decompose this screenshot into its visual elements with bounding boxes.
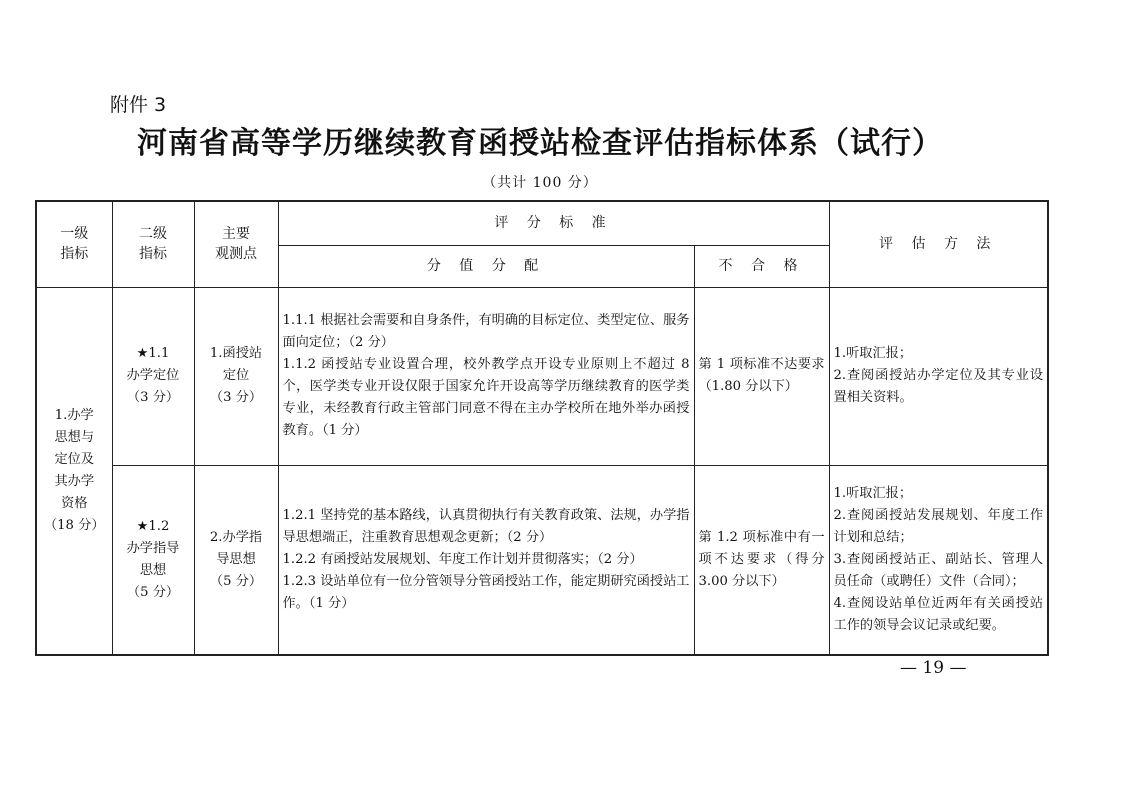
header-observation: 主要 观测点: [194, 201, 278, 287]
evaluation-method: 1.听取汇报； 2.查阅函授站发展规划、年度工作计划和总结； 3.查阅函授站正、副站长、管理人员任命（或聘任）文件（合同）； 4.查阅设站单位近两年有关函授站工作的领导会议记录或纪要。: [829, 465, 1048, 655]
page-number: — 19 —: [900, 658, 967, 678]
fail-criteria: 第 1 项标准不达要求（1.80 分以下）: [694, 287, 829, 465]
evaluation-method: 1.听取汇报； 2.查阅函授站办学定位及其专业设置相关资料。: [829, 287, 1048, 465]
attachment-label: 附件 3: [110, 94, 167, 116]
level2-indicator: ★1.2 办学指导 思想 （5 分）: [112, 465, 194, 655]
level2-indicator: ★1.1 办学定位 （3 分）: [112, 287, 194, 465]
evaluation-table: [35, 200, 1049, 656]
table-row: [36, 465, 1048, 655]
document-title: 河南省高等学历继续教育函授站检查评估指标体系（试行）: [137, 126, 943, 161]
observation-point: 2.办学指 导思想 （5 分）: [194, 465, 278, 655]
table-row: [36, 287, 1048, 465]
document-subtitle: （共计 100 分）: [482, 175, 598, 191]
header-scoring: 分 值 分 配: [278, 245, 694, 287]
scoring-allocation: 1.2.1 坚持党的基本路线，认真贯彻执行有关教育政策、法规，办学指导思想端正，注重教育思想观念更新；（2 分） 1.2.2 有函授站发展规划、年度工作计划并贯彻落实；（2 分） 1.2.3 设站单位有一位分管领导分管函授站工作，能定期研究函授站工作。（1 分）: [278, 465, 694, 655]
header-fail: 不 合 格: [694, 245, 829, 287]
header-method: 评 估 方 法: [829, 201, 1048, 287]
level1-indicator: 1.办学 思想与 定位及 其办学 资格 （18 分）: [36, 287, 112, 655]
fail-criteria: 第 1.2 项标准中有一项不达要求（得分 3.00 分以下）: [694, 465, 829, 655]
header-level2: 二级 指标: [112, 201, 194, 287]
scoring-allocation: 1.1.1 根据社会需要和自身条件，有明确的目标定位、类型定位、服务面向定位；（2 分） 1.1.2 函授站专业设置合理，校外教学点开设专业原则上不超过 8 个，医学类专业开设仅限于国家允许开设高等学历继续教育的医学类专业，未经教育行政主管部门同意不得在主办学校所在地外举办函授教育。（1 分）: [278, 287, 694, 465]
observation-point: 1.函授站 定位 （3 分）: [194, 287, 278, 465]
header-level1: 一级 指标: [36, 201, 112, 287]
header-criteria: 评 分 标 准: [278, 201, 829, 245]
